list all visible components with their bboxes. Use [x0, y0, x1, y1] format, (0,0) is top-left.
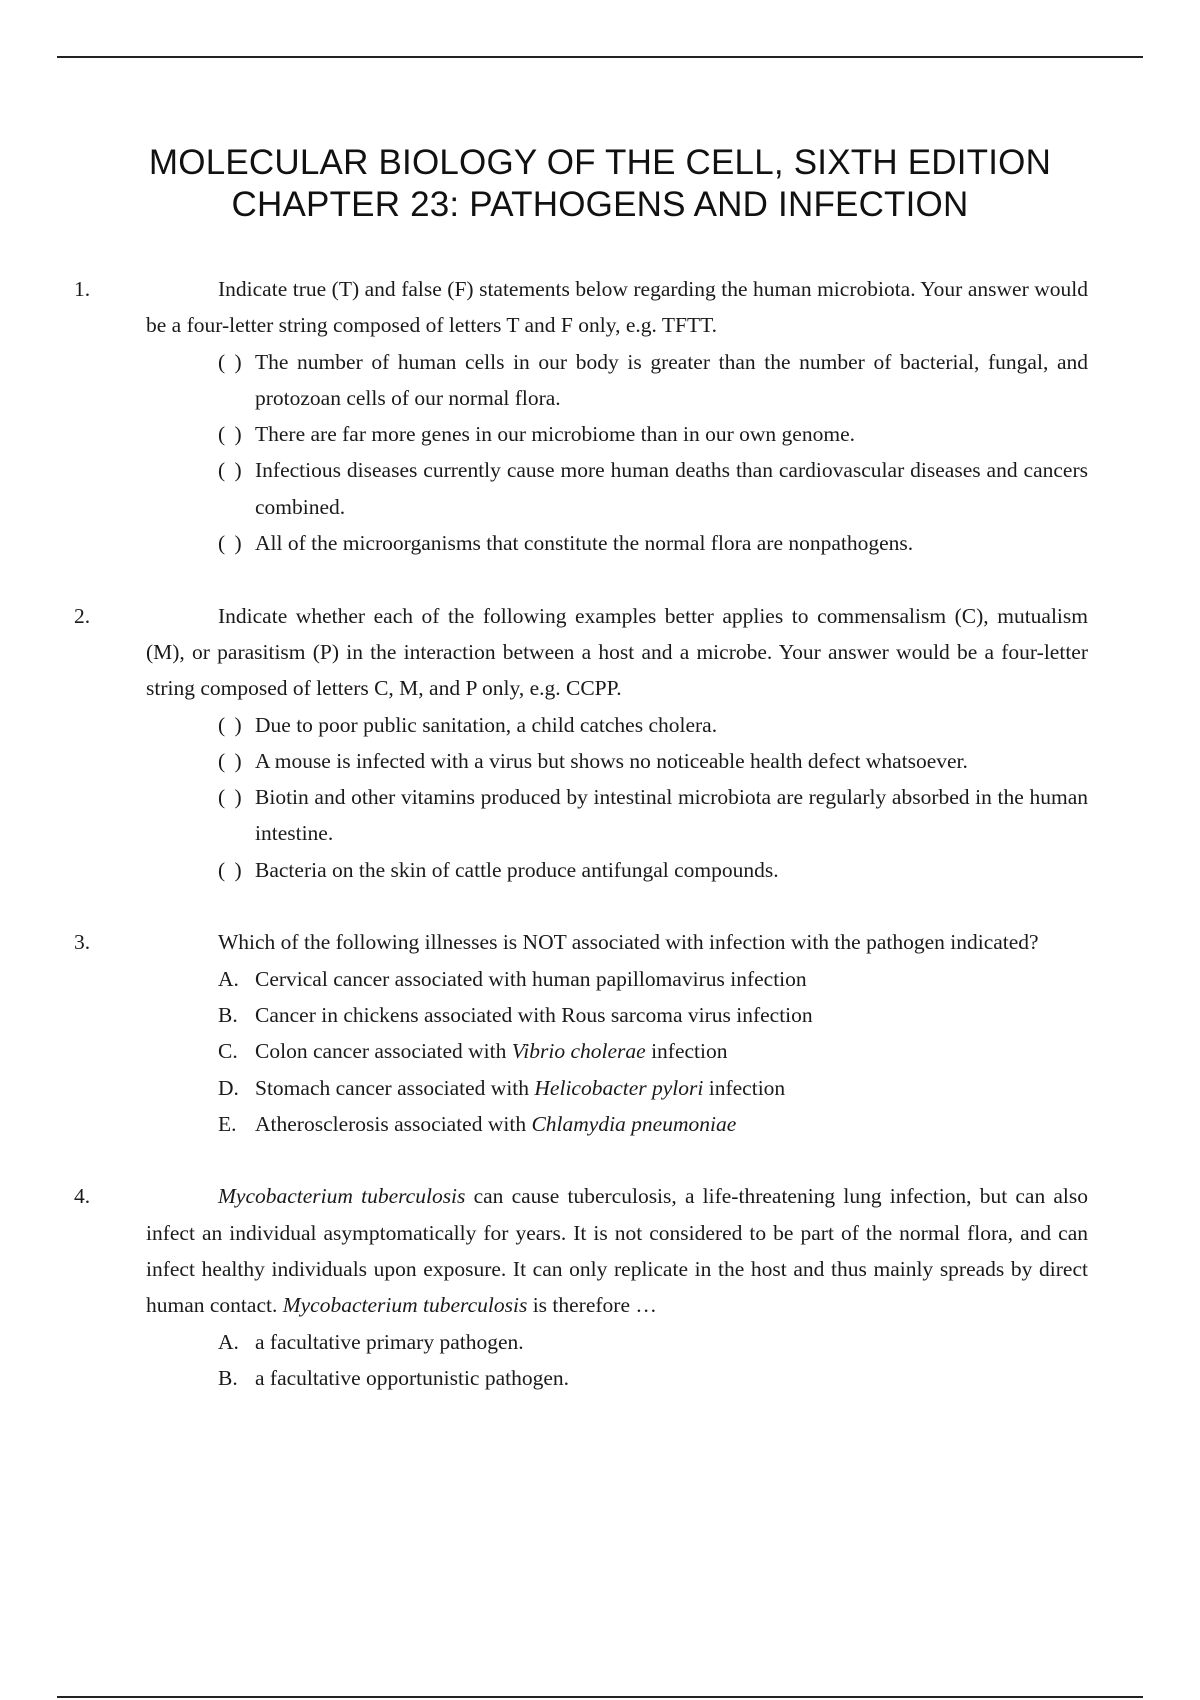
- top-rule: [57, 56, 1143, 58]
- option-text-suffix: infection: [703, 1075, 786, 1100]
- option-text: a facultative primary pathogen.: [255, 1329, 524, 1354]
- example-text: Biotin and other vitamins produced by intestinal microbiota are regularly absorbed in the human intestine.: [255, 785, 1088, 846]
- statement-item: [218, 452, 1088, 525]
- question-2-number: 2.: [74, 603, 91, 628]
- example-text: Bacteria on the skin of cattle produce antifungal compounds.: [255, 857, 779, 882]
- question-4-text-part-2: is therefore …: [527, 1293, 657, 1318]
- example-text: A mouse is infected with a virus but shows no noticeable health defect whatsoever.: [255, 748, 968, 773]
- option-letter: E.: [218, 1111, 237, 1136]
- question-list: [74, 271, 1088, 1433]
- option-text-prefix: Atherosclerosis associated with: [255, 1111, 532, 1136]
- question-4-stem: [74, 1178, 1088, 1323]
- statement-item: [218, 416, 1088, 452]
- option-text-prefix: Colon cancer associated with: [255, 1039, 512, 1064]
- pathogen-name: Mycobacterium tuberculosis: [282, 1293, 528, 1318]
- example-item: [218, 743, 1088, 779]
- pathogen-name: Mycobacterium tuberculosis: [218, 1184, 466, 1209]
- option-text-prefix: Stomach cancer associated with: [255, 1075, 535, 1100]
- answer-blank: ( ): [218, 531, 244, 556]
- answer-blank: ( ): [218, 349, 244, 374]
- question-1-statements: [146, 344, 1088, 562]
- question-4-options: [146, 1324, 1088, 1397]
- option-c: [218, 1033, 1088, 1069]
- option-a: [218, 1324, 1088, 1360]
- question-3-stem: [74, 924, 1088, 960]
- option-letter: C.: [218, 1039, 238, 1064]
- document-title: [57, 142, 1143, 226]
- example-text: Due to poor public sanitation, a child catches cholera.: [255, 712, 718, 737]
- question-3: [74, 924, 1088, 1142]
- question-1-text: Indicate true (T) and false (F) statements below regarding the human microbiota. Your answer would be a four-letter string composed of letters T and F only, e.g. TFTT.: [146, 277, 1088, 338]
- answer-blank: ( ): [218, 712, 244, 737]
- example-item: [218, 707, 1088, 743]
- option-text: Cancer in chickens associated with Rous sarcoma virus infection: [255, 1002, 813, 1027]
- example-item: [218, 852, 1088, 888]
- answer-blank: ( ): [218, 422, 244, 447]
- pathogen-name: Chlamydia pneumoniae: [531, 1111, 737, 1136]
- option-b: [218, 997, 1088, 1033]
- option-letter: D.: [218, 1075, 239, 1100]
- question-3-text: Which of the following illnesses is NOT associated with infection with the pathogen indicated?: [218, 930, 1039, 955]
- option-text: a facultative opportunistic pathogen.: [255, 1365, 570, 1390]
- option-e: [218, 1106, 1088, 1142]
- pathogen-name: Vibrio cholerae: [511, 1039, 646, 1064]
- answer-blank: ( ): [218, 857, 244, 882]
- question-2-stem: [74, 598, 1088, 707]
- option-letter: A.: [218, 966, 239, 991]
- option-b: [218, 1360, 1088, 1396]
- question-4: [74, 1178, 1088, 1396]
- option-letter: A.: [218, 1329, 239, 1354]
- question-2: [74, 598, 1088, 888]
- question-3-options: [146, 961, 1088, 1142]
- statement-text: There are far more genes in our microbiome than in our own genome.: [255, 422, 855, 447]
- answer-blank: ( ): [218, 458, 244, 483]
- option-a: [218, 961, 1088, 997]
- example-item: [218, 779, 1088, 852]
- question-1-stem: [74, 271, 1088, 344]
- title-line-2: CHAPTER 23: PATHOGENS AND INFECTION: [231, 185, 969, 224]
- option-text: Cervical cancer associated with human papillomavirus infection: [255, 966, 807, 991]
- bottom-rule: [57, 1696, 1143, 1698]
- question-1-number: 1.: [74, 277, 91, 301]
- answer-blank: ( ): [218, 748, 244, 773]
- statement-text: All of the microorganisms that constitute the normal flora are nonpathogens.: [255, 531, 914, 556]
- question-4-text-part-1: can cause tuberculosis, a life-threatening lung infection, but can also infect an individual asymptomatically for years. It is not considered to be part of the normal flora, and can infect healthy individuals upon exposure. It can only replicate in the host and thus mainly spreads by direct human contact.: [146, 1184, 1088, 1318]
- statement-item: [218, 525, 1088, 561]
- statement-text: Infectious diseases currently cause more human deaths than cardiovascular diseases and cancers combined.: [255, 458, 1088, 519]
- pathogen-name: Helicobacter pylori: [534, 1075, 704, 1100]
- option-text-suffix: infection: [645, 1039, 728, 1064]
- question-1: [74, 271, 1088, 561]
- statement-item: [218, 344, 1088, 417]
- question-2-examples: [146, 707, 1088, 888]
- option-d: [218, 1070, 1088, 1106]
- statement-text: The number of human cells in our body is greater than the number of bacterial, fungal, and protozoan cells of our normal flora.: [255, 349, 1088, 410]
- question-3-number: 3.: [74, 930, 91, 955]
- question-2-text: Indicate whether each of the following examples better applies to commensalism (C), mutualism (M), or parasitism (P) in the interaction between a host and a microbe. Your answer would be a four-letter string composed of letters C, M, and P only, e.g. CCPP.: [146, 603, 1088, 701]
- question-4-number: 4.: [74, 1184, 91, 1209]
- answer-blank: ( ): [218, 785, 244, 810]
- option-letter: B.: [218, 1365, 238, 1390]
- title-line-1: MOLECULAR BIOLOGY OF THE CELL, SIXTH EDITION: [148, 143, 1052, 182]
- option-letter: B.: [218, 1002, 238, 1027]
